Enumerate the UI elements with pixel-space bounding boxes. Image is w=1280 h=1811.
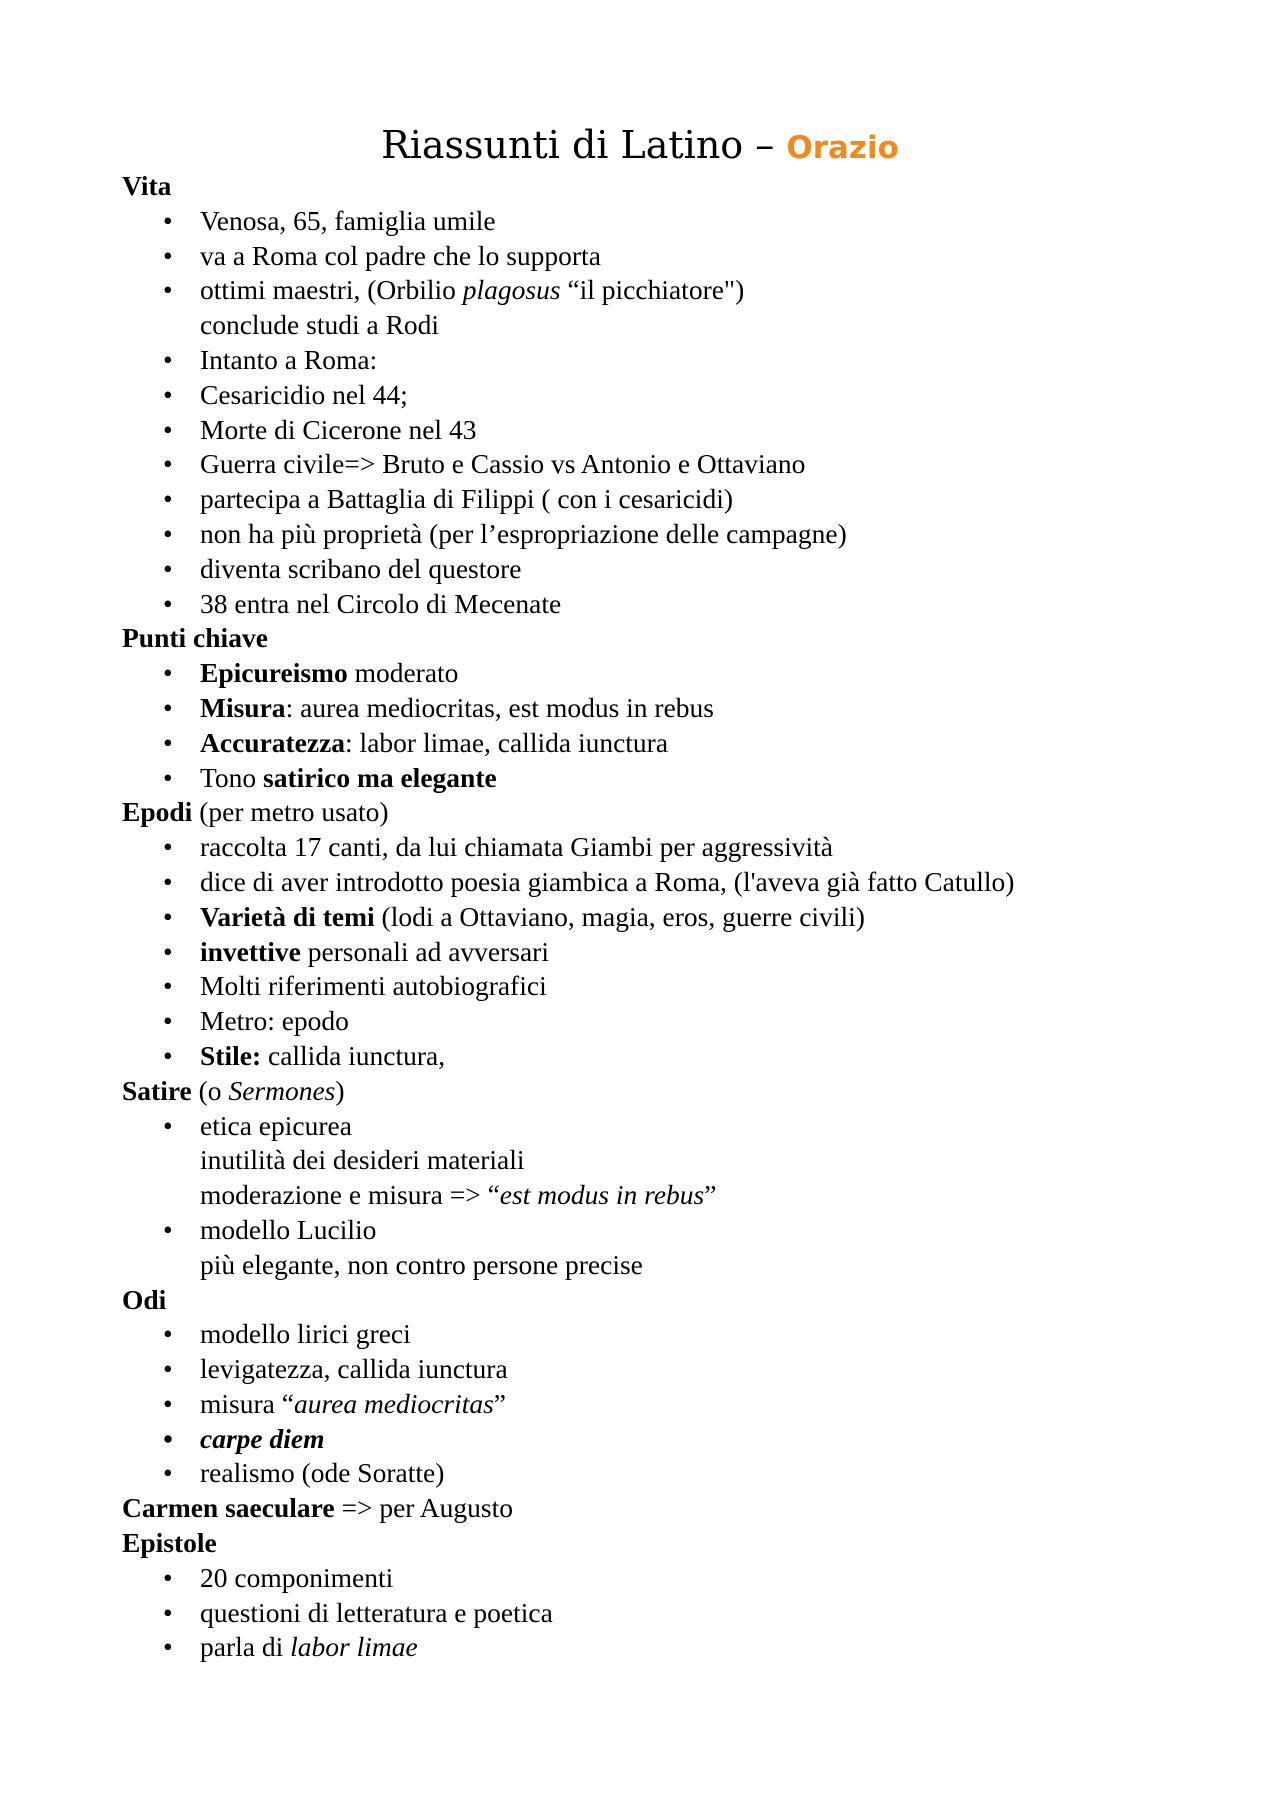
section-heading-epistole: Epistole [122,1527,217,1559]
bullet-icon: • [163,1318,173,1350]
list-item: • non ha più proprietà (per l’espropriazione delle campagne) [122,517,1162,552]
list-item: • questioni di letteratura e poetica [122,1596,1162,1631]
title-accent: Orazio [786,130,899,166]
section-heading-epodi: Epodi (per metro usato) [122,796,389,828]
list-item: • 20 componimenti [122,1561,1162,1596]
bullet-icon: • [163,552,173,584]
list-item: • Morte di Cicerone nel 43 [122,413,1162,448]
bullet-icon: • [163,1039,173,1071]
list-item: • levigatezza, callida iunctura [122,1352,1162,1387]
document-body [122,169,1162,1665]
list-item: • Varietà di temi (lodi a Ottaviano, magia, eros, guerre civili) [122,900,1162,935]
list-item: • raccolta 17 canti, da lui chiamata Giambi per aggressività [122,830,1162,865]
list-item: • Tono satirico ma elegante [122,761,1162,796]
list-item: • Venosa, 65, famiglia umile [122,204,1162,239]
section-heading-odi: Odi [122,1283,167,1315]
bullet-icon: • [163,517,173,549]
bullet-icon: • [163,483,173,515]
satire-list [122,1109,1162,1283]
bullet-icon: • [163,900,173,932]
bullet-icon: • [163,1353,173,1385]
list-item: • 38 entra nel Circolo di Mecenate [122,587,1162,622]
bullet-icon: • [163,726,173,758]
bullet-icon: • [163,1422,173,1454]
list-item: • Metro: epodo [122,1004,1162,1039]
list-item: • modello Lucilio più elegante, non contro persone precise [163,1213,643,1280]
bullet-icon: • [163,691,173,723]
odi-list [122,1317,1162,1491]
document-title [0,122,1280,171]
bullet-icon: • [163,1005,173,1037]
section-heading-carmen: Carmen saeculare => per Augusto [122,1492,514,1524]
bullet-icon: • [163,1387,173,1419]
list-item: • partecipa a Battaglia di Filippi ( con i cesaricidi) [122,482,1162,517]
list-item: • diventa scribano del questore [122,552,1162,587]
list-item: • etica epicurea inutilità dei desideri materiali moderazione e misura => “est modus in rebus” [163,1109,717,1211]
list-item: • Cesaricidio nel 44; [122,378,1162,413]
bullet-icon: • [163,239,173,271]
title-dash: – [755,123,775,167]
list-item: • ottimi maestri, (Orbilio plagosus “il picchiatore") conclude studi a Rodi [163,274,745,341]
list-item: • misura “aurea mediocritas” [122,1387,1162,1422]
list-item: • Accuratezza: labor limae, callida iunctura [122,726,1162,761]
bullet-icon: • [163,378,173,410]
epodi-list [122,830,1162,1074]
epistole-list [122,1561,1162,1665]
list-item: • invettive personali ad avversari [122,935,1162,970]
bullet-icon: • [163,413,173,445]
title-main: Riassunti di Latino [381,123,744,167]
bullet-icon: • [163,448,173,480]
list-item: • parla di labor limae [122,1630,1162,1665]
bullet-icon: • [163,657,173,689]
punti-list [122,656,1162,795]
bullet-icon: • [163,1109,173,1141]
list-item: • realismo (ode Soratte) [122,1456,1162,1491]
section-heading-satire: Satire (o Sermones) [122,1074,345,1106]
list-item: • Molti riferimenti autobiografici [122,969,1162,1004]
bullet-icon: • [163,204,173,236]
bullet-icon: • [163,274,173,306]
list-item: • va a Roma col padre che lo supporta [122,239,1162,274]
section-heading-punti-chiave: Punti chiave [122,622,268,654]
list-item: • Intanto a Roma: [122,343,1162,378]
bullet-icon: • [163,935,173,967]
list-item: • Epicureismo moderato [122,656,1162,691]
bullet-icon: • [163,761,173,793]
bullet-icon: • [163,1457,173,1489]
list-item: • dice di aver introdotto poesia giambica a Roma, (l'aveva già fatto Catullo) [122,865,1162,900]
vita-list [122,204,1162,622]
section-heading-vita: Vita [122,170,172,201]
bullet-icon: • [163,831,173,863]
bullet-icon: • [163,1596,173,1628]
bullet-icon: • [163,587,173,619]
bullet-icon: • [163,970,173,1002]
bullet-icon: • [163,343,173,375]
bullet-icon: • [163,865,173,897]
bullet-icon: • [163,1631,173,1663]
list-item: • Stile: callida iunctura, [122,1039,1162,1074]
bullet-icon: • [163,1561,173,1593]
bullet-icon: • [163,1213,173,1245]
list-item: • Guerra civile=> Bruto e Cassio vs Antonio e Ottaviano [122,447,1162,482]
list-item: • carpe diem [122,1422,1162,1457]
list-item: • Misura: aurea mediocritas, est modus in rebus [122,691,1162,726]
list-item: • modello lirici greci [122,1317,1162,1352]
